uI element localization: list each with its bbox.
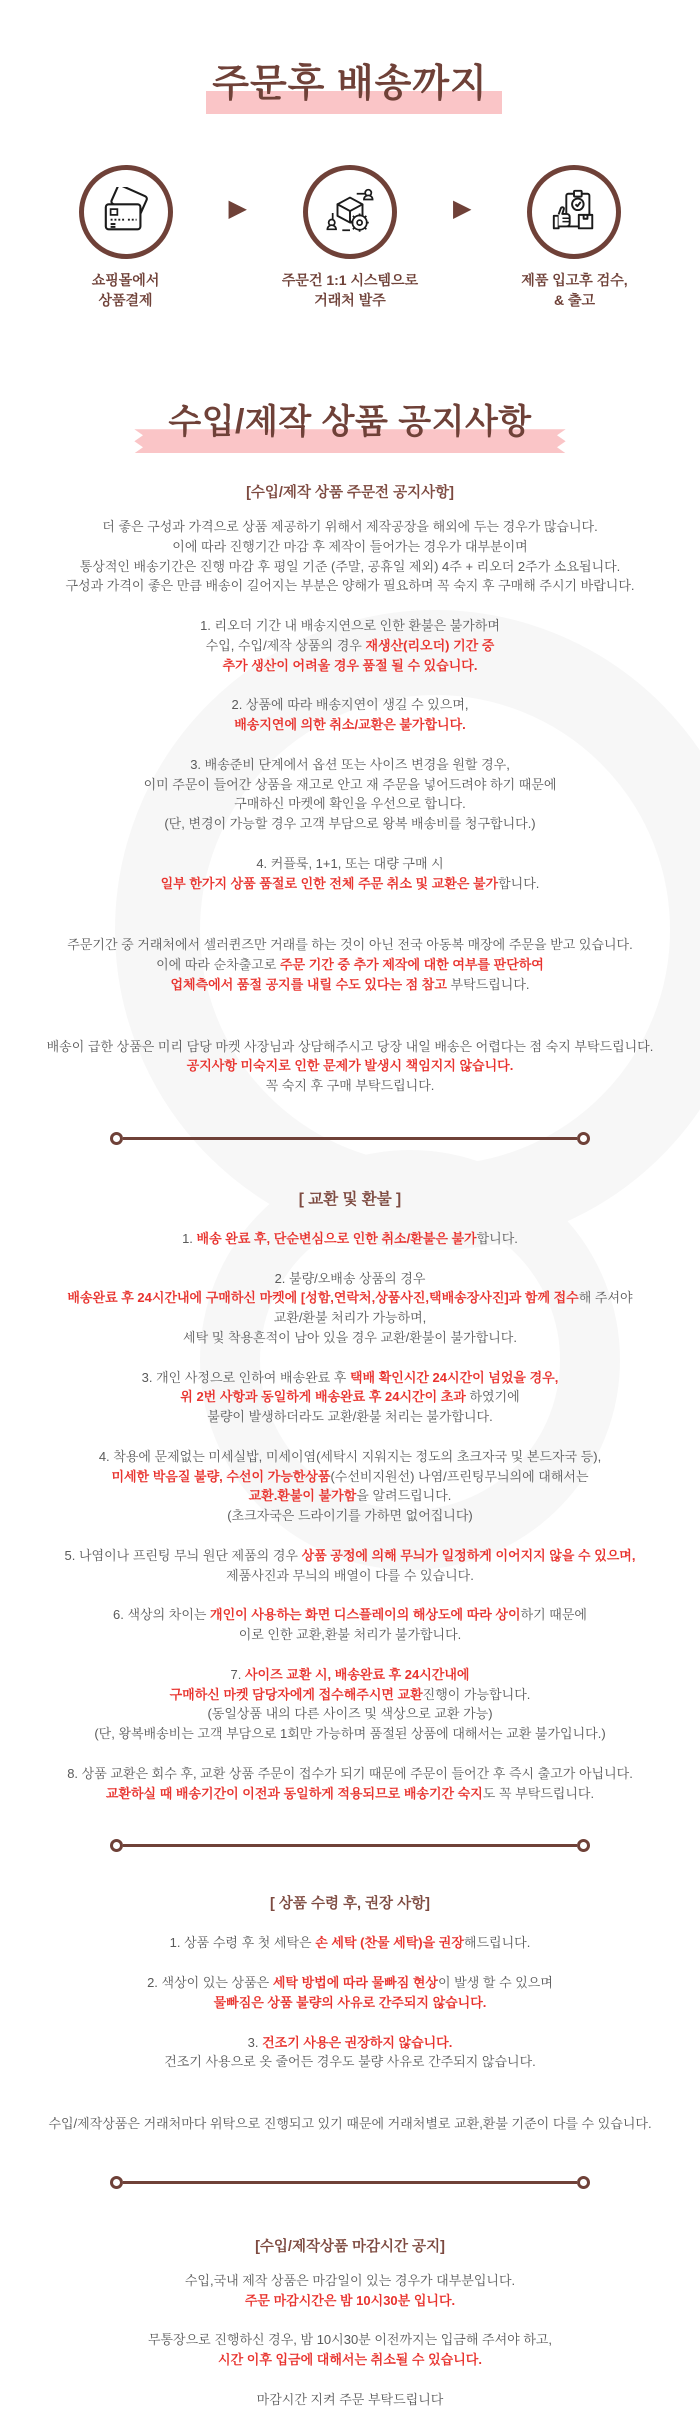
page-title-text: 주문후 배송까지 [212, 63, 488, 105]
text-segment: 3. 배송준비 단계에서 옵션 또는 사이즈 변경을 원할 경우, [190, 756, 510, 772]
caption-line: 상품결제 [98, 291, 153, 308]
text-segment: 배송지연에 의한 취소/교환은 불가합니다. [234, 717, 466, 733]
text-segment: 합니다. [476, 1230, 518, 1246]
text-segment: 을 알려드립니다. [356, 1488, 452, 1504]
text-segment: 배송완료 후 24시간내에 구매하신 마켓에 [성함,연락처,상품사진,택배송장사진]과 함께 접수 [67, 1290, 579, 1306]
text-segment: (수선비지원선) 나염/프린팅무늬의에 대해서는 [330, 1468, 589, 1484]
divider-dot [577, 1839, 590, 1852]
text-segment: 이에 따라 순차출고로 [156, 957, 280, 973]
text-line [0, 1993, 700, 2013]
text-line [0, 1546, 700, 1566]
divider-line [123, 2181, 577, 2184]
text-line [0, 1486, 700, 1506]
notice-section-title [168, 394, 531, 443]
text-segment: 이미 주문이 들어간 상품을 재고로 안고 재 주문을 넣어드려야 하기 때문에 [143, 776, 557, 792]
step-circle [303, 165, 397, 259]
notice-item [0, 1269, 700, 1348]
text-line [0, 695, 700, 715]
credit-card-icon [101, 187, 151, 237]
text-line [0, 656, 700, 676]
text-segment: 합니다. [498, 875, 540, 891]
text-line [0, 2390, 700, 2410]
text-line [0, 2114, 700, 2134]
text-line [0, 755, 700, 775]
text-line [0, 1784, 700, 1804]
text-segment: 1. [182, 1230, 197, 1246]
text-line [0, 557, 700, 577]
text-segment: 5. 나염이나 프린팅 무늬 원단 제품의 경우 [64, 1547, 302, 1563]
step-caption [495, 271, 653, 310]
text-line [0, 1056, 700, 1076]
divider-dot [577, 1132, 590, 1145]
text-segment: 개인이 사용하는 화면 디스플레이의 해상도에 따라 상이 [210, 1607, 521, 1623]
text-segment: 1. 상품 수령 후 첫 세탁은 [169, 1935, 316, 1951]
notice-item [0, 616, 700, 675]
flow-arrow-icon: ▶ [228, 195, 247, 222]
notice-item [0, 2033, 700, 2073]
text-segment: 2. 색상이 있는 상품은 [147, 1975, 273, 1991]
text-segment: 상품 공정에 의해 무늬가 일정하게 이어지지 않을 수 있으며, [301, 1547, 636, 1563]
text-segment: 위 2번 사항과 동일하게 배송완료 후 24시간이 초과 [180, 1389, 470, 1405]
notice-item [0, 1764, 700, 1804]
notice-paragraph [0, 2390, 700, 2410]
text-line [0, 874, 700, 894]
text-segment: 구성과 가격이 좋은 만큼 배송이 길어지는 부분은 양해가 필요하며 꼭 숙지 후 구매해 주시기 바랍니다. [65, 578, 635, 594]
text-segment: 손 세탁 (찬물 세탁)을 권장 [315, 1935, 464, 1951]
text-segment: 제품사진과 무늬의 배열이 다를 수 있습니다. [226, 1567, 474, 1583]
text-segment: (단, 왕복배송비는 고객 부담으로 1회만 가능하며 품절된 상품에 대해서는 교환 불가입니다.) [94, 1726, 606, 1742]
text-line [0, 775, 700, 795]
notice-item [0, 1368, 700, 1427]
text-segment: 4. 커플룩, 1+1, 또는 대량 구매 시 [256, 855, 444, 871]
notice-title-text: 수입/제작 상품 공지사항 [168, 403, 532, 442]
text-segment: 7. [230, 1666, 245, 1682]
flow-arrow-icon: ▶ [453, 195, 472, 222]
text-line [0, 1665, 700, 1685]
notice-paragraph [0, 1037, 700, 1096]
notice-paragraph [0, 2114, 700, 2134]
text-segment: 업체측에서 품절 공지를 내릴 수도 있다는 점 참고 [170, 976, 447, 992]
notice-paragraph [0, 2330, 700, 2370]
text-segment: 배송이 급한 상품은 미리 담당 마켓 사장님과 상담해주시고 당장 내일 배송은 어렵다는 점 숙지 부탁드립니다. [46, 1038, 654, 1054]
text-segment: 해 주셔야 [578, 1290, 633, 1306]
text-segment: 교환.환불이 불가함 [248, 1488, 357, 1504]
divider-dot [110, 2176, 123, 2189]
text-segment: 재생산(리오더) 기간 중 [365, 637, 495, 653]
text-line [0, 1973, 700, 1993]
text-line [0, 955, 700, 975]
text-segment: 3. [247, 2034, 263, 2050]
text-segment: 구매하신 마켓 담당자에게 접수해주시면 교환 [169, 1686, 423, 1702]
text-segment: 공지사항 미숙지로 인한 문제가 발생시 책임지지 않습니다. [186, 1058, 514, 1074]
text-segment: 4. 착용에 문제없는 미세실밥, 미세이염(세탁시 지워지는 정도의 초크자국 및 본드자국 등), [98, 1448, 602, 1464]
text-segment: 주문 마감시간은 밤 10시30분 입니다. [244, 2292, 456, 2308]
notice-paragraph [0, 935, 700, 994]
text-line [0, 1308, 700, 1328]
divider-dot [577, 2176, 590, 2189]
text-segment: 불량이 발생하더라도 교환/환불 처리는 불가합니다. [207, 1409, 493, 1425]
text-segment: 6. 색상의 차이는 [113, 1607, 211, 1623]
notice-item [0, 695, 700, 735]
text-line [0, 1764, 700, 1784]
text-line [0, 636, 700, 656]
text-segment: 더 좋은 구성과 가격으로 상품 제공하기 위해서 제작공장을 해외에 두는 경우가 많습니다. [102, 519, 598, 535]
text-segment: (초크자국은 드라이기를 가하면 없어집니다) [227, 1508, 473, 1524]
text-segment: 수입/제작상품은 거래처마다 위탁으로 진행되고 있기 때문에 거래처별로 교환,환불 기준이 다를 수 있습니다. [48, 2116, 652, 2132]
caption-line: 주문건 1:1 시스템으로 [281, 272, 419, 288]
text-segment: 주문기간 중 거래처에서 셀러퀸즈만 거래를 하는 것이 아닌 전국 아동복 매장에 주문을 받고 있습니다. [67, 937, 633, 953]
text-line [0, 1407, 700, 1427]
text-segment: 배송 완료 후, 단순변심으로 인한 취소/환불은 불가 [196, 1230, 477, 1246]
step-caption [47, 271, 205, 310]
text-segment: 1. 리오더 기간 내 배송지연으로 인한 환불은 불가하며 [200, 618, 500, 634]
divider-line [123, 1137, 577, 1140]
text-line [0, 1724, 700, 1744]
text-segment: 추가 생산이 어려울 경우 품절 될 수 있습니다. [222, 657, 478, 673]
text-segment: 주문 기간 중 추가 제작에 대한 여부를 판단하여 [279, 957, 544, 973]
notice-paragraph [0, 517, 700, 596]
text-line [0, 794, 700, 814]
text-segment: 통상적인 배송기간은 진행 마감 후 평일 기준 (주말, 공휴일 제외) 4주 + 리오더 2주가 소요됩니다. [79, 558, 621, 574]
text-segment: 시간 이후 입금에 대해서는 취소될 수 있습니다. [218, 2352, 482, 2368]
text-segment: 도 꼭 부탁드립니다. [482, 1785, 595, 1801]
text-segment: 해드립니다. [463, 1935, 531, 1951]
text-line [0, 1933, 700, 1953]
section-deadline-notice [0, 2235, 700, 2410]
notice-item [0, 1973, 700, 2013]
section-exchange-refund [0, 1187, 700, 1804]
text-segment: 교환/환불 처리가 가능하며, [273, 1310, 427, 1326]
text-segment: 8. 상품 교환은 회수 후, 교환 상품 주문이 접수가 되기 때문에 주문이 들어간 후 즉시 출고가 아닙니다. [67, 1765, 633, 1781]
text-line [0, 1387, 700, 1407]
text-segment: 3. 개인 사정으로 인하여 배송완료 후 [141, 1369, 350, 1385]
text-segment: 일부 한가지 상품 품절로 인한 전체 주문 취소 및 교환은 불가 [160, 875, 499, 891]
caption-line: 거래처 발주 [314, 291, 386, 308]
text-segment: 세탁 및 착용흔적이 남아 있을 경우 교환/환불이 불가합니다. [183, 1329, 517, 1345]
text-segment: 2. 상품에 따라 배송지연이 생길 수 있으며, [231, 697, 469, 713]
notice-item [0, 1229, 700, 1249]
text-line [0, 1037, 700, 1057]
text-line [0, 1605, 700, 1625]
text-segment: (단, 변경이 가능할 경우 고객 부담으로 왕복 배송비를 청구합니다.) [164, 816, 536, 832]
text-line [0, 715, 700, 735]
text-line [0, 537, 700, 557]
text-line [0, 814, 700, 834]
step-circle [527, 165, 621, 259]
text-line [0, 2033, 700, 2053]
notice-item [0, 1546, 700, 1586]
notice-item [0, 1605, 700, 1645]
page-title [212, 52, 488, 107]
text-segment: 구매하신 마켓에 확인을 우선으로 합니다. [234, 796, 466, 812]
notice-item [0, 755, 700, 834]
text-line [0, 2271, 700, 2291]
text-line [0, 616, 700, 636]
divider-line [123, 1844, 577, 1847]
step-circle [79, 165, 173, 259]
section-preorder-notice [0, 481, 700, 1096]
text-line [0, 517, 700, 537]
text-segment: 수입, 수입/제작 상품의 경우 [205, 637, 366, 653]
order-process-flow [0, 165, 700, 310]
section-header: [수입/제작상품 마감시간 공지] [255, 2238, 445, 2255]
text-line [0, 2350, 700, 2370]
text-segment: 무통장으로 진행하신 경우, 밤 10시30분 이전까지는 입금해 주셔야 하고, [147, 2332, 553, 2348]
order-system-icon [325, 187, 375, 237]
text-segment: 이에 따라 진행기간 마감 후 제작이 들어가는 경우가 대부분이며 [172, 538, 528, 554]
text-line [0, 1506, 700, 1526]
text-line [0, 1625, 700, 1645]
caption-line: 쇼핑몰에서 [91, 272, 160, 288]
text-segment: 진행이 가능합니다. [422, 1686, 531, 1702]
notice-item [0, 854, 700, 894]
text-segment: 수입,국내 제작 상품은 마감일이 있는 경우가 대부분입니다. [184, 2272, 516, 2288]
inspect-ship-icon [549, 187, 599, 237]
notice-item [0, 1447, 700, 1526]
text-line [0, 1685, 700, 1705]
section-header: [ 교환 및 환불 ] [298, 1190, 402, 1208]
section-divider [110, 1132, 590, 1145]
text-segment: 건조기 사용은 권장하지 않습니다. [262, 2034, 453, 2050]
text-line [0, 935, 700, 955]
text-line [0, 1447, 700, 1467]
section-care-recommendation [0, 1892, 700, 2134]
text-segment: 부탁드립니다. [446, 976, 530, 992]
text-line [0, 1076, 700, 1096]
section-header: [ 상품 수령 후, 권장 사항] [270, 1896, 430, 1913]
text-line [0, 854, 700, 874]
text-segment: 하기 때문에 [520, 1607, 587, 1623]
text-line [0, 1467, 700, 1487]
notice-item [0, 1665, 700, 1744]
text-line [0, 1288, 700, 1308]
text-segment: 물빠짐은 상품 불량의 사유로 간주되지 않습니다. [213, 1994, 487, 2010]
text-line [0, 1328, 700, 1348]
section-header: [수입/제작 상품 주문전 공지사항] [246, 485, 454, 502]
text-line [0, 576, 700, 596]
text-segment: 사이즈 교환 시, 배송완료 후 24시간내에 [244, 1666, 470, 1682]
text-segment: 택배 확인시간 24시간이 넘었을 경우, [349, 1369, 559, 1385]
divider-dot [110, 1839, 123, 1852]
section-divider [110, 2176, 590, 2189]
text-segment: 이 발생 할 수 있으며 [438, 1975, 553, 1991]
text-segment: 교환하실 때 배송기간이 이전과 동일하게 적용되므로 배송기간 숙지 [105, 1785, 483, 1801]
text-segment: 2. 불량/오배송 상품의 경우 [274, 1270, 426, 1286]
caption-line: & 출고 [553, 291, 595, 308]
text-line [0, 1704, 700, 1724]
text-segment: 세탁 방법에 따라 물빠짐 현상 [272, 1975, 438, 1991]
process-step-payment [47, 165, 205, 310]
text-segment: 이로 인한 교환,환불 처리가 불가합니다. [238, 1627, 462, 1643]
process-step-inspect-ship [495, 165, 653, 310]
text-line [0, 2291, 700, 2311]
text-line [0, 1368, 700, 1388]
notice-item [0, 1933, 700, 1953]
text-segment: (동일상품 내의 다른 사이즈 및 색상으로 교환 가능) [207, 1706, 493, 1722]
section-divider [110, 1839, 590, 1852]
process-step-order [271, 165, 429, 310]
text-segment: 하였기에 [469, 1389, 520, 1405]
step-caption [271, 271, 429, 310]
text-line [0, 1566, 700, 1586]
text-segment: 마감시간 지켜 주문 부탁드립니다 [256, 2391, 444, 2407]
caption-line: 제품 입고후 검수, [521, 272, 628, 288]
text-line [0, 975, 700, 995]
text-line [0, 1269, 700, 1289]
text-line [0, 2330, 700, 2350]
notice-paragraph [0, 2271, 700, 2311]
text-segment: 건조기 사용으로 옷 줄어든 경우도 불량 사유로 간주되지 않습니다. [164, 2054, 536, 2070]
text-line [0, 2052, 700, 2072]
text-segment: 꼭 숙지 후 구매 부탁드립니다. [265, 1078, 435, 1094]
text-line [0, 1229, 700, 1249]
text-segment: 미세한 박음질 불량, 수선이 가능한상품 [111, 1468, 331, 1484]
divider-dot [110, 1132, 123, 1145]
